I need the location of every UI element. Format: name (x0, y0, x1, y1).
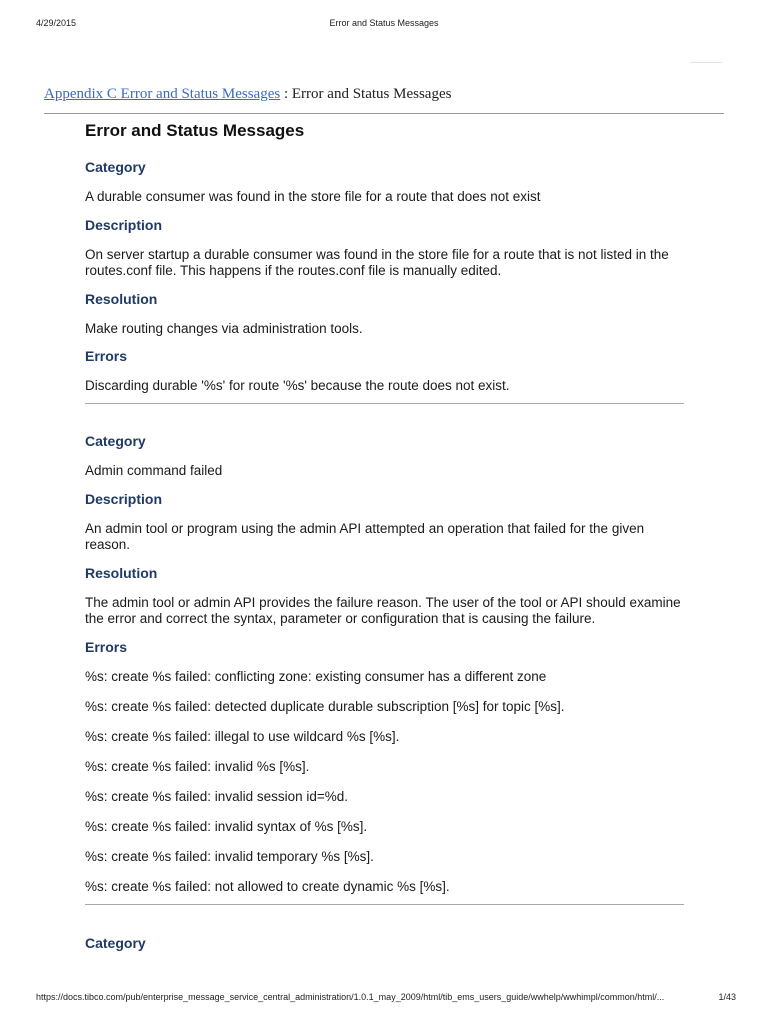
print-date: 4/29/2015 (36, 18, 77, 28)
description-text: On server startup a durable consumer was found in the store file for a route that is not listed in the routes.conf file. This happens if the routes.conf file is manually edited. (85, 246, 669, 278)
print-header (0, 18, 768, 32)
print-footer (0, 992, 768, 1006)
error-message: %s: create %s failed: invalid session id=%d. (85, 788, 349, 804)
breadcrumb (44, 86, 451, 103)
resolution-label: Resolution (85, 564, 158, 581)
description-text: An admin tool or program using the admin API attempted an operation that failed for the given reason. (85, 520, 645, 552)
resolution-label: Resolution (85, 290, 158, 307)
category-label: Category (85, 159, 146, 175)
error-message: %s: create %s failed: detected duplicate durable subscription [%s] for topic [%s]. (85, 698, 565, 714)
description-label: Description (85, 490, 163, 507)
category-label: Category (85, 934, 146, 951)
errors-label: Errors (85, 638, 128, 655)
print-title: Error and Status Messages (329, 18, 439, 28)
error-message: %s: create %s failed: not allowed to create dynamic %s [%s]. (85, 878, 450, 894)
category-text: Admin command failed (85, 463, 223, 478)
error-message: %s: create %s failed: invalid %s [%s]. (85, 758, 310, 774)
error-message: %s: create %s failed: conflicting zone: existing consumer has a different zone (85, 668, 547, 684)
faint-divider-mark (690, 62, 722, 63)
breadcrumb-separator: : (280, 86, 292, 102)
entry-divider (85, 904, 684, 905)
message-entry (85, 432, 685, 905)
category-text: A durable consumer was found in the store file for a route that does not exist (85, 189, 541, 204)
main-content (85, 120, 685, 952)
resolution-text: Make routing changes via administration tools. (85, 320, 363, 336)
category-label: Category (85, 433, 146, 449)
page-number: 1/43 (718, 992, 736, 1002)
page-url: https://docs.tibco.com/pub/enterprise_message_service_central_administration/1.0.1_may_2009/html/tib_ems_users_guide/wwhelp/wwhimpl/common/html/... (36, 992, 665, 1002)
error-message: %s: create %s failed: invalid temporary %s [%s]. (85, 848, 374, 864)
message-entry (85, 934, 685, 952)
message-entry (85, 158, 685, 404)
page-title: Error and Status Messages (85, 121, 305, 140)
errors-label: Errors (85, 348, 128, 364)
entry-divider (85, 403, 684, 404)
breadcrumb-divider (44, 113, 724, 114)
error-message: Discarding durable '%s' for route '%s' because the route does not exist. (85, 378, 510, 393)
breadcrumb-link-appendix-c[interactable]: Appendix C Error and Status Messages (44, 86, 281, 102)
error-message: %s: create %s failed: illegal to use wildcard %s [%s]. (85, 728, 400, 744)
error-message: %s: create %s failed: invalid syntax of %s [%s]. (85, 818, 368, 834)
breadcrumb-current: Error and Status Messages (291, 86, 452, 102)
description-label: Description (85, 216, 163, 233)
resolution-text: The admin tool or admin API provides the failure reason. The user of the tool or API should examine the error and correct the syntax, parameter or configuration that is causing the failure. (85, 594, 681, 626)
